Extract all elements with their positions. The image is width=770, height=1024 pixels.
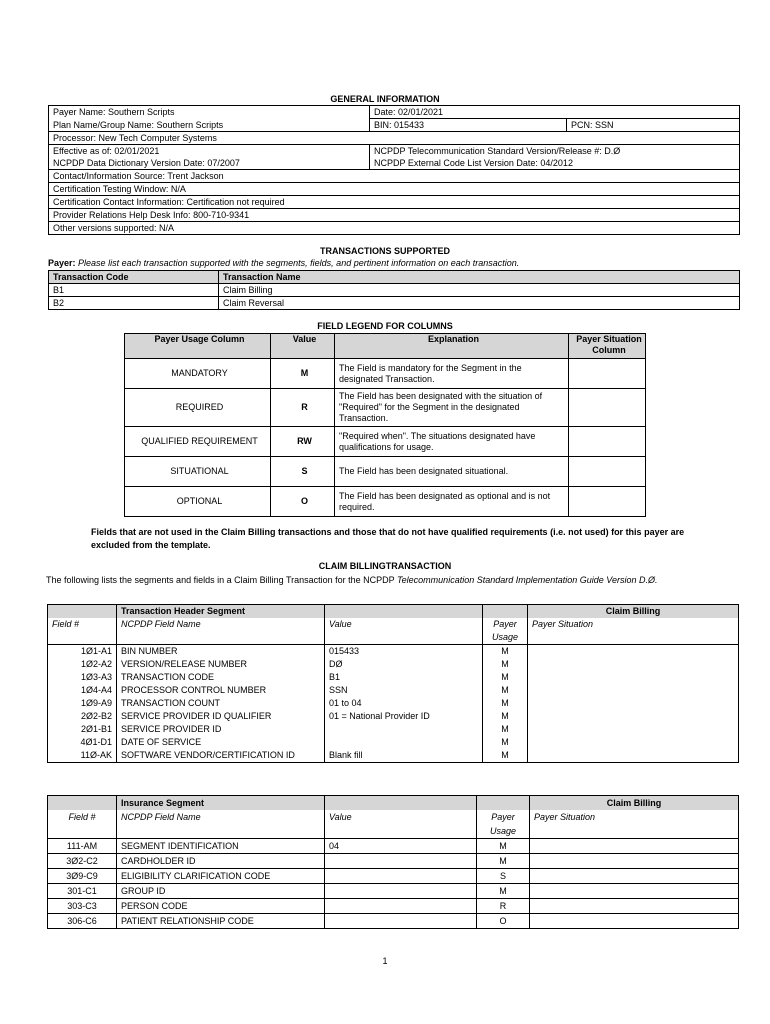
transactions-table bbox=[48, 270, 740, 310]
table-row bbox=[48, 645, 739, 659]
field-number: 4Ø1-D1 bbox=[48, 736, 117, 749]
payer-usage: M bbox=[477, 854, 530, 869]
segment-name: Transaction Header Segment bbox=[117, 605, 325, 619]
table-row bbox=[48, 723, 739, 736]
header-value-blank bbox=[325, 605, 483, 619]
ncpdp-field-name: GROUP ID bbox=[117, 884, 325, 899]
field-value bbox=[325, 914, 477, 929]
header-field-blank bbox=[48, 605, 117, 619]
field-number: 1Ø1-A1 bbox=[48, 645, 117, 659]
legend-usage: REQUIRED bbox=[125, 389, 271, 427]
legend-explanation: The Field has been designated with the situation of "Required" for the Segment in the designated Transaction. bbox=[335, 389, 569, 427]
col-explanation: Explanation bbox=[335, 334, 569, 359]
legend-usage: SITUATIONAL bbox=[125, 457, 271, 487]
ncpdp-field-name: CARDHOLDER ID bbox=[117, 854, 325, 869]
other-versions: Other versions supported: N/A bbox=[49, 222, 740, 235]
field-number: 2Ø2-B2 bbox=[48, 710, 117, 723]
table-row bbox=[48, 736, 739, 749]
payer-note bbox=[48, 258, 519, 268]
ncpdp-field-name: ELIGIBILITY CLARIFICATION CODE bbox=[117, 869, 325, 884]
payer-usage: M bbox=[477, 839, 530, 854]
payer-situation bbox=[528, 671, 739, 684]
ncpdp-field-name: PERSON CODE bbox=[117, 899, 325, 914]
payer-usage: M bbox=[483, 658, 528, 671]
header-field-blank bbox=[48, 796, 117, 811]
legend-value: RW bbox=[271, 427, 335, 457]
table-row bbox=[48, 899, 739, 914]
col-field-number: Field # bbox=[48, 810, 117, 839]
table-row bbox=[48, 869, 739, 884]
payer-situation bbox=[530, 899, 739, 914]
general-information-title: GENERAL INFORMATION bbox=[330, 94, 440, 104]
page-number: 1 bbox=[382, 956, 388, 966]
legend-value: O bbox=[271, 487, 335, 517]
transaction-name: Claim Billing bbox=[219, 284, 740, 297]
field-value: DØ bbox=[325, 658, 483, 671]
field-number: 111-AM bbox=[48, 839, 117, 854]
header-value-blank bbox=[325, 796, 477, 811]
effective-date: Effective as of: 02/01/2021 bbox=[49, 145, 370, 158]
header-usage-blank bbox=[477, 796, 530, 811]
field-value bbox=[325, 869, 477, 884]
payer-situation bbox=[528, 658, 739, 671]
col-ncpdp-field-name: NCPDP Field Name bbox=[117, 618, 325, 645]
field-value: 01 = National Provider ID bbox=[325, 710, 483, 723]
legend-value: M bbox=[271, 359, 335, 389]
field-value bbox=[325, 723, 483, 736]
legend-situation bbox=[569, 427, 646, 457]
field-number: 3Ø9-C9 bbox=[48, 869, 117, 884]
field-value: 015433 bbox=[325, 645, 483, 659]
ncpdp-field-name: SERVICE PROVIDER ID QUALIFIER bbox=[117, 710, 325, 723]
excluded-fields-note: Fields that are not used in the Claim Billing transactions and those that do not have qualified requirements (i.e. not used) for this payer are excluded from the template. bbox=[91, 527, 685, 550]
table-row bbox=[48, 710, 739, 723]
segment-name: Insurance Segment bbox=[117, 796, 325, 811]
claim-billing-intro-guide: Telecommunication Standard Implementation Guide Version D.Ø. bbox=[397, 575, 658, 585]
table-row bbox=[48, 697, 739, 710]
col-value: Value bbox=[271, 334, 335, 359]
col-transaction-code: Transaction Code bbox=[49, 271, 219, 284]
payer-situation bbox=[528, 710, 739, 723]
ncpdp-field-name: SOFTWARE VENDOR/CERTIFICATION ID bbox=[117, 749, 325, 763]
field-number: 1Ø4-A4 bbox=[48, 684, 117, 697]
col-transaction-name: Transaction Name bbox=[219, 271, 740, 284]
ncpdp-field-name: SERVICE PROVIDER ID bbox=[117, 723, 325, 736]
payer-situation bbox=[530, 884, 739, 899]
table-row bbox=[125, 427, 646, 457]
certification-window: Certification Testing Window: N/A bbox=[49, 183, 740, 196]
col-value: Value bbox=[325, 618, 483, 645]
legend-usage: MANDATORY bbox=[125, 359, 271, 389]
field-number: 1Ø2-A2 bbox=[48, 658, 117, 671]
payer-situation bbox=[530, 914, 739, 929]
plan-name: Plan Name/Group Name: Southern Scripts bbox=[53, 119, 224, 130]
table-row bbox=[48, 884, 739, 899]
payer-usage: M bbox=[483, 671, 528, 684]
payer-usage: M bbox=[483, 697, 528, 710]
field-legend-title: FIELD LEGEND FOR COLUMNS bbox=[317, 321, 453, 331]
legend-usage: OPTIONAL bbox=[125, 487, 271, 517]
table-row bbox=[49, 284, 740, 297]
col-field-number: Field # bbox=[48, 618, 117, 645]
legend-situation bbox=[569, 359, 646, 389]
table-row bbox=[48, 671, 739, 684]
table-row bbox=[48, 684, 739, 697]
legend-explanation: The Field has been designated as optional and is not required. bbox=[335, 487, 569, 517]
payer-usage: M bbox=[483, 684, 528, 697]
payer-usage: M bbox=[483, 645, 528, 659]
table-row bbox=[125, 457, 646, 487]
table-row bbox=[48, 914, 739, 929]
legend-value: S bbox=[271, 457, 335, 487]
field-value bbox=[325, 854, 477, 869]
payer-note-text: Please list each transaction supported with the segments, fields, and pertinent information on each transaction. bbox=[78, 258, 520, 268]
processor: Processor: New Tech Computer Systems bbox=[49, 132, 740, 145]
legend-situation bbox=[569, 457, 646, 487]
legend-explanation: The Field is mandatory for the Segment in the designated Transaction. bbox=[335, 359, 569, 389]
header-usage-blank bbox=[483, 605, 528, 619]
transaction-name: Claim Reversal bbox=[219, 297, 740, 310]
col-payer-usage: Payer Usage Column bbox=[125, 334, 271, 359]
field-value: B1 bbox=[325, 671, 483, 684]
payer-usage: M bbox=[483, 736, 528, 749]
pcn: PCN: SSN bbox=[567, 119, 740, 132]
field-number: 2Ø1-B1 bbox=[48, 723, 117, 736]
field-value bbox=[325, 899, 477, 914]
field-number: 301-C1 bbox=[48, 884, 117, 899]
transaction-header-segment-table bbox=[47, 604, 739, 763]
field-value bbox=[325, 736, 483, 749]
ncpdp-field-name: VERSION/RELEASE NUMBER bbox=[117, 658, 325, 671]
field-number: 1Ø3-A3 bbox=[48, 671, 117, 684]
payer-situation bbox=[530, 869, 739, 884]
general-information-table bbox=[48, 105, 740, 235]
payer-usage: S bbox=[477, 869, 530, 884]
transaction-code: B1 bbox=[49, 284, 219, 297]
col-payer-usage: Payer Usage bbox=[483, 618, 528, 645]
payer-usage: M bbox=[483, 723, 528, 736]
table-row bbox=[125, 359, 646, 389]
ncpdp-field-name: PATIENT RELATIONSHIP CODE bbox=[117, 914, 325, 929]
transactions-title: TRANSACTIONS SUPPORTED bbox=[319, 246, 450, 256]
table-row bbox=[49, 297, 740, 310]
field-number: 1Ø9-A9 bbox=[48, 697, 117, 710]
col-ncpdp-field-name: NCPDP Field Name bbox=[117, 810, 325, 839]
legend-explanation: The Field has been designated situational. bbox=[335, 457, 569, 487]
col-payer-usage: Payer Usage bbox=[477, 810, 530, 839]
contact-source: Contact/Information Source: Trent Jackson bbox=[49, 170, 740, 183]
col-value: Value bbox=[325, 810, 477, 839]
field-number: 3Ø2-C2 bbox=[48, 854, 117, 869]
data-dictionary-version: NCPDP Data Dictionary Version Date: 07/2007 bbox=[53, 158, 240, 168]
table-row bbox=[125, 487, 646, 517]
field-legend-table bbox=[124, 333, 646, 517]
field-value: 04 bbox=[325, 839, 477, 854]
ncpdp-field-name: PROCESSOR CONTROL NUMBER bbox=[117, 684, 325, 697]
claim-billing-intro bbox=[46, 574, 736, 586]
claim-billing-label: Claim Billing bbox=[530, 796, 739, 811]
field-number: 303-C3 bbox=[48, 899, 117, 914]
legend-situation bbox=[569, 389, 646, 427]
insurance-segment-table bbox=[47, 795, 739, 929]
help-desk-info: Provider Relations Help Desk Info: 800-710-9341 bbox=[49, 209, 740, 222]
table-row bbox=[48, 854, 739, 869]
payer-usage: R bbox=[477, 899, 530, 914]
table-row bbox=[48, 658, 739, 671]
payer-situation bbox=[528, 723, 739, 736]
table-row bbox=[125, 389, 646, 427]
payer-situation bbox=[530, 854, 739, 869]
claim-billing-title: CLAIM BILLINGTRANSACTION bbox=[318, 561, 452, 571]
payer-situation bbox=[528, 749, 739, 763]
external-code-version: NCPDP External Code List Version Date: 04/2012 bbox=[370, 157, 740, 170]
legend-explanation: "Required when". The situations designated have qualifications for usage. bbox=[335, 427, 569, 457]
field-value: 01 to 04 bbox=[325, 697, 483, 710]
legend-value: R bbox=[271, 389, 335, 427]
field-value bbox=[325, 884, 477, 899]
field-number: 11Ø-AK bbox=[48, 749, 117, 763]
transaction-code: B2 bbox=[49, 297, 219, 310]
col-payer-situation: Payer Situation Column bbox=[569, 334, 646, 359]
payer-usage: M bbox=[483, 710, 528, 723]
payer-situation bbox=[528, 645, 739, 659]
field-value: Blank fill bbox=[325, 749, 483, 763]
payer-situation bbox=[528, 684, 739, 697]
legend-situation bbox=[569, 487, 646, 517]
legend-usage: QUALIFIED REQUIREMENT bbox=[125, 427, 271, 457]
payer-note-label: Payer: bbox=[48, 258, 76, 268]
ncpdp-field-name: BIN NUMBER bbox=[117, 645, 325, 659]
col-payer-situation: Payer Situation bbox=[530, 810, 739, 839]
payer-usage: O bbox=[477, 914, 530, 929]
table-row bbox=[48, 839, 739, 854]
telecom-version: NCPDP Telecommunication Standard Version/Release #: D.Ø bbox=[370, 145, 740, 158]
ncpdp-field-name: SEGMENT IDENTIFICATION bbox=[117, 839, 325, 854]
info-date: Date: 02/01/2021 bbox=[370, 106, 740, 119]
payer-usage: M bbox=[483, 749, 528, 763]
ncpdp-field-name: TRANSACTION COUNT bbox=[117, 697, 325, 710]
field-number: 306-C6 bbox=[48, 914, 117, 929]
payer-situation bbox=[528, 697, 739, 710]
ncpdp-field-name: TRANSACTION CODE bbox=[117, 671, 325, 684]
certification-contact: Certification Contact Information: Certification not required bbox=[49, 196, 740, 209]
bin-number: BIN: 015433 bbox=[370, 119, 567, 132]
payer-usage: M bbox=[477, 884, 530, 899]
payer-situation bbox=[528, 736, 739, 749]
table-row bbox=[48, 749, 739, 763]
ncpdp-field-name: DATE OF SERVICE bbox=[117, 736, 325, 749]
payer-situation bbox=[530, 839, 739, 854]
claim-billing-label: Claim Billing bbox=[528, 605, 739, 619]
field-value: SSN bbox=[325, 684, 483, 697]
payer-name: Payer Name: Southern Scripts bbox=[53, 107, 175, 117]
claim-billing-intro-text: The following lists the segments and fields in a Claim Billing Transaction for the NCPDP bbox=[46, 575, 397, 585]
col-payer-situation: Payer Situation bbox=[528, 618, 739, 645]
